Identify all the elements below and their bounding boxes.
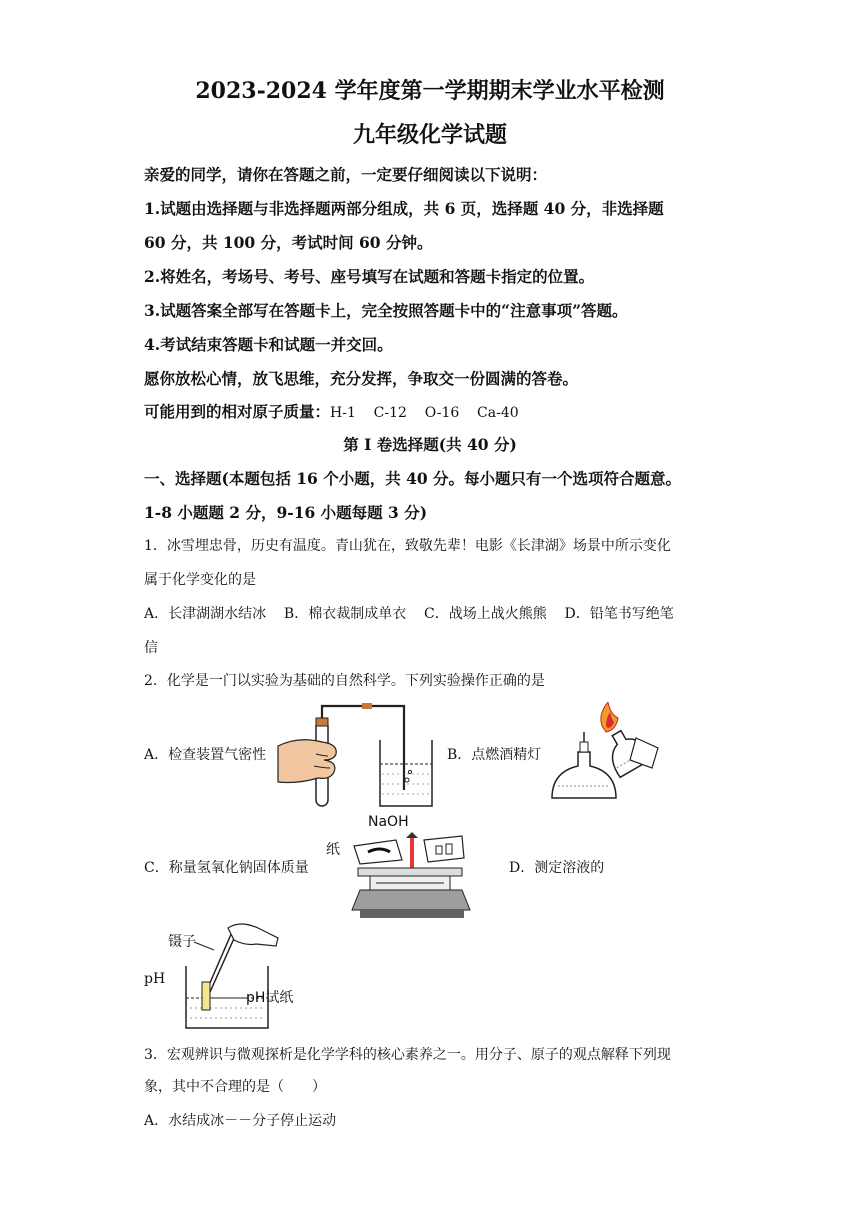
atomic-mass-row [144,400,519,422]
figure-ph-test [160,922,310,1032]
q2-option-c: C．称量氢氧化钠固体质量 [144,860,309,876]
q2-option-d-cont: pH [144,971,166,987]
q1-stem-line2: 属于化学变化的是 [144,572,256,588]
q1-stem-line1: 1．冰雪埋忠骨，历史有温度。青山犹在，致敬先辈！电影《长津湖》场景中所示变化 [144,538,671,554]
exam-subtitle: 九年级化学试题 [352,122,507,148]
ph-paper-label: pH试纸 [246,990,294,1006]
q2-option-a: A．检查装置气密性 [144,747,267,763]
instruction-wish: 愿你放松心情，放飞思维，充分发挥，争取交一份圆满的答卷。 [144,369,579,388]
figure-airtightness-check [276,700,436,810]
section-heading-line2: 1-8 小题题 2 分，9-16 小题每题 3 分) [144,503,428,522]
instruction-2: 2.将姓名，考场号、考号、座号填写在试题和答题卡指定的位置。 [144,267,595,286]
figure-alcohol-lamp [548,702,660,806]
instructions-intro: 亲爱的同学，请你在答题之前，一定要仔细阅读以下说明： [144,165,548,184]
paper-label: 纸 [326,842,340,858]
q2-stem: 2．化学是一门以实验为基础的自然科学。下列实验操作正确的是 [144,673,545,689]
instruction-4: 4.考试结束答题卡和试题一并交回。 [144,335,393,354]
naoh-label: NaOH [368,814,409,830]
atomic-mass-values: H-1 C-12 O-16 Ca-40 [330,405,519,421]
q3-option-a: A．水结成冰－－分子停止运动 [144,1113,337,1129]
atomic-mass-label: 可能用到的相对原子质量： [144,402,331,421]
q2-option-d: D．测定溶液的 [509,860,605,876]
exam-title: 2023-2024 学年度第一学期期末学业水平检测 [195,78,665,104]
q1-options-line2: 信 [144,640,158,656]
instruction-1-line2: 60 分，共 100 分，考试时间 60 分钟。 [144,233,433,252]
q3-stem-line2: 象，其中不合理的是（ ） [144,1079,326,1095]
instruction-3: 3.试题答案全部写在答题卡上，完全按照答题卡中的“注意事项”答题。 [144,301,628,320]
q1-options-line1: A．长津湖湖水结冰 B．棉衣裁制成单衣 C．战场上战火熊熊 D．铅笔书写绝笔 [144,606,674,622]
tweezers-label: 镊子 [168,934,196,950]
instruction-1-line1: 1.试题由选择题与非选择题两部分组成，共 6 页，选择题 40 分，非选择题 [144,199,664,218]
part-title: 第 I 卷选择题(共 40 分) [343,435,517,454]
q2-option-b: B．点燃酒精灯 [447,747,542,763]
figure-balance-naoh [324,810,474,920]
section-heading-line1: 一、选择题(本题包括 16 个小题，共 40 分。每小题只有一个选项符合题意。 [144,469,682,488]
q3-stem-line1: 3．宏观辨识与微观探析是化学学科的核心素养之一。用分子、原子的观点解释下列现 [144,1047,671,1063]
